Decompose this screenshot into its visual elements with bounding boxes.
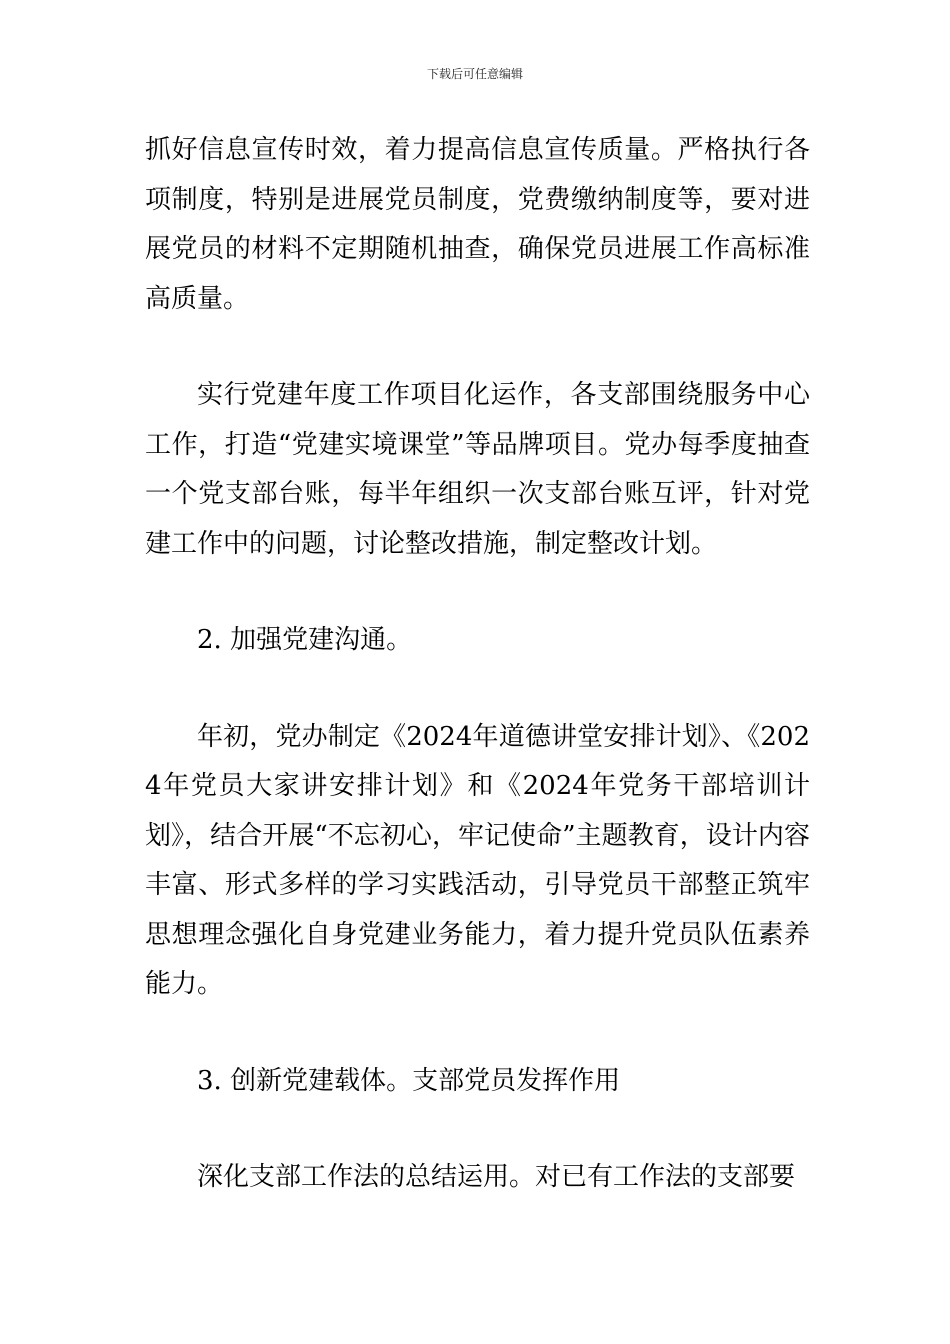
paragraph-3: 年初，党办制定《2024年道德讲堂安排计划》、《2024年党员大家讲安排计划》和《2024年党务干部培训计划》，结合开展“不忘初心，牢记使命”主题教育，设计内容丰富、形式多样的学习实践活动，引导党员干部整正筑牢思想理念强化自身党建业务能力，着力提升党员队伍素养能力。 xyxy=(145,721,810,999)
paragraph-gap xyxy=(145,666,810,713)
section-heading-3: 3. 创新党建载体。支部党员发挥作用 xyxy=(197,1065,621,1096)
paragraph-gap xyxy=(145,1010,810,1057)
paragraph-gap xyxy=(145,569,810,616)
section-heading-2: 2. 加强党建沟通。 xyxy=(197,625,413,655)
document-body xyxy=(145,126,810,1203)
paragraph-4: 深化支部工作法的总结运用。对已有工作法的支部要 xyxy=(197,1162,796,1192)
header-note: 下载后可任意编辑 xyxy=(426,67,523,81)
paragraph-gap xyxy=(145,1106,810,1153)
paragraph-gap xyxy=(145,324,810,371)
paragraph-1: 抓好信息宣传时效，着力提高信息宣传质量。严格执行各项制度，特别是进展党员制度，党费缴纳制度等，要对进展党员的材料不定期随机抽查，确保党员进展工作高标准高质量。 xyxy=(145,135,810,314)
paragraph-2: 实行党建年度工作项目化运作，各支部围绕服务中心工作，打造“党建实境课堂”等品牌项目。党办每季度抽查一个党支部台账，每半年组织一次支部台账互评，针对党建工作中的问题，讨论整改措施，制定整改计划。 xyxy=(145,380,810,559)
